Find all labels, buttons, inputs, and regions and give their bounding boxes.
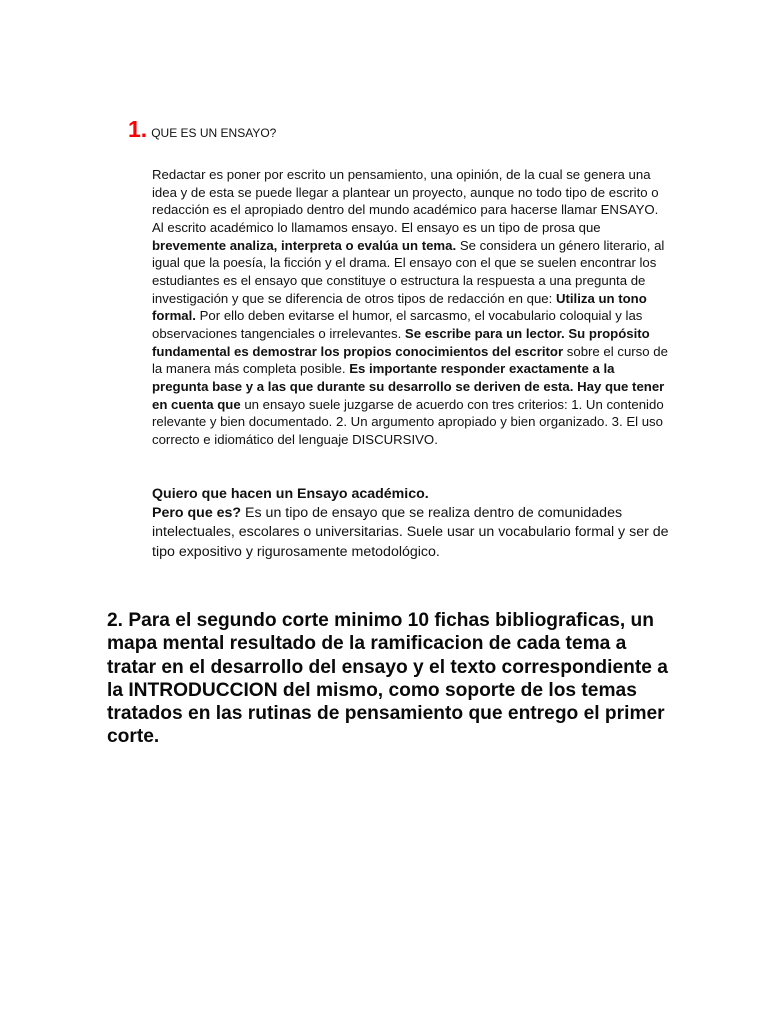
body-bold-4: Es importante responder exactamente a la pregunta base y a las que durante su desarrollo se deriven de esta. Hay que tener en cuenta que <box>152 361 665 412</box>
section-2 <box>107 609 677 749</box>
body-bold-3: Se escribe para un lector. Su propósito fundamental es demostrar los propios conocimientos del escritor <box>152 325 650 359</box>
academic-essay-question: Pero que es? <box>152 505 242 522</box>
section-1-number: 1. <box>128 116 148 142</box>
body-bold-2: Utiliza un tono formal. <box>152 290 647 324</box>
academic-essay-heading-text: Quiero que hacen un Ensayo académico. <box>152 486 429 502</box>
body-text-1: Redactar es poner por escrito un pensamiento, una opinión, de la cual se genera una idea y de esta se puede llegar a plantear un proyecto, aunque no todo tipo de escrito o redacción es el apropiado dentro del mundo académico para hacerse llamar ENSAYO. Al escrito académico lo llamamos ensayo. El ensayo es un tipo de prosa que <box>152 167 659 235</box>
body-text-2: Se considera un género literario, al igual que la poesía, la ficción y el drama. El ensayo con el que se suelen encontrar los estudiantes es el ensayo que constituye o estructura la respuesta a una pregunta de investigación y que se diferencia de otros tipos de redacción en que: <box>152 237 665 306</box>
section-1-title: QUE ES UN ENSAYO? <box>151 126 277 140</box>
section-1-body <box>152 166 672 449</box>
academic-essay-definition <box>152 504 672 562</box>
section-1-heading <box>128 118 276 141</box>
body-text-4: sobre el curso de la manera más completa posible. <box>152 343 668 377</box>
academic-essay-heading <box>152 485 672 504</box>
body-bold-1: brevemente analiza, interpreta o evalúa un tema. <box>152 237 457 253</box>
body-text-3: Por ello deben evitarse el humor, el sarcasmo, el vocabulario coloquial y las observaciones tangenciales o irrelevantes. <box>152 308 643 341</box>
academic-essay-answer: Es un tipo de ensayo que se realiza dentro de comunidades intelectuales, escolares o universitarias. Suele usar un vocabulario formal y ser de tipo expositivo y rigurosamente metodológico. <box>152 505 669 560</box>
academic-essay-section <box>152 485 672 562</box>
section-1-paragraph <box>152 166 672 449</box>
body-text-5: un ensayo suele juzgarse de acuerdo con tres criterios: 1. Un contenido relevante y bien documentado. 2. Un argumento apropiado y bien organizado. 3. El uso correcto e idiomático del lenguaje DISCURSIVO. <box>152 396 664 447</box>
section-2-text: 2. Para el segundo corte minimo 10 fichas bibliograficas, un mapa mental resultado de la ramificacion de cada tema a tratar en el desarrollo del ensayo y el texto correspondiente a la INTRODUCCION del mismo, como soporte de los temas tratados en las rutinas de pensamiento que entrego el primer corte. <box>107 610 668 748</box>
